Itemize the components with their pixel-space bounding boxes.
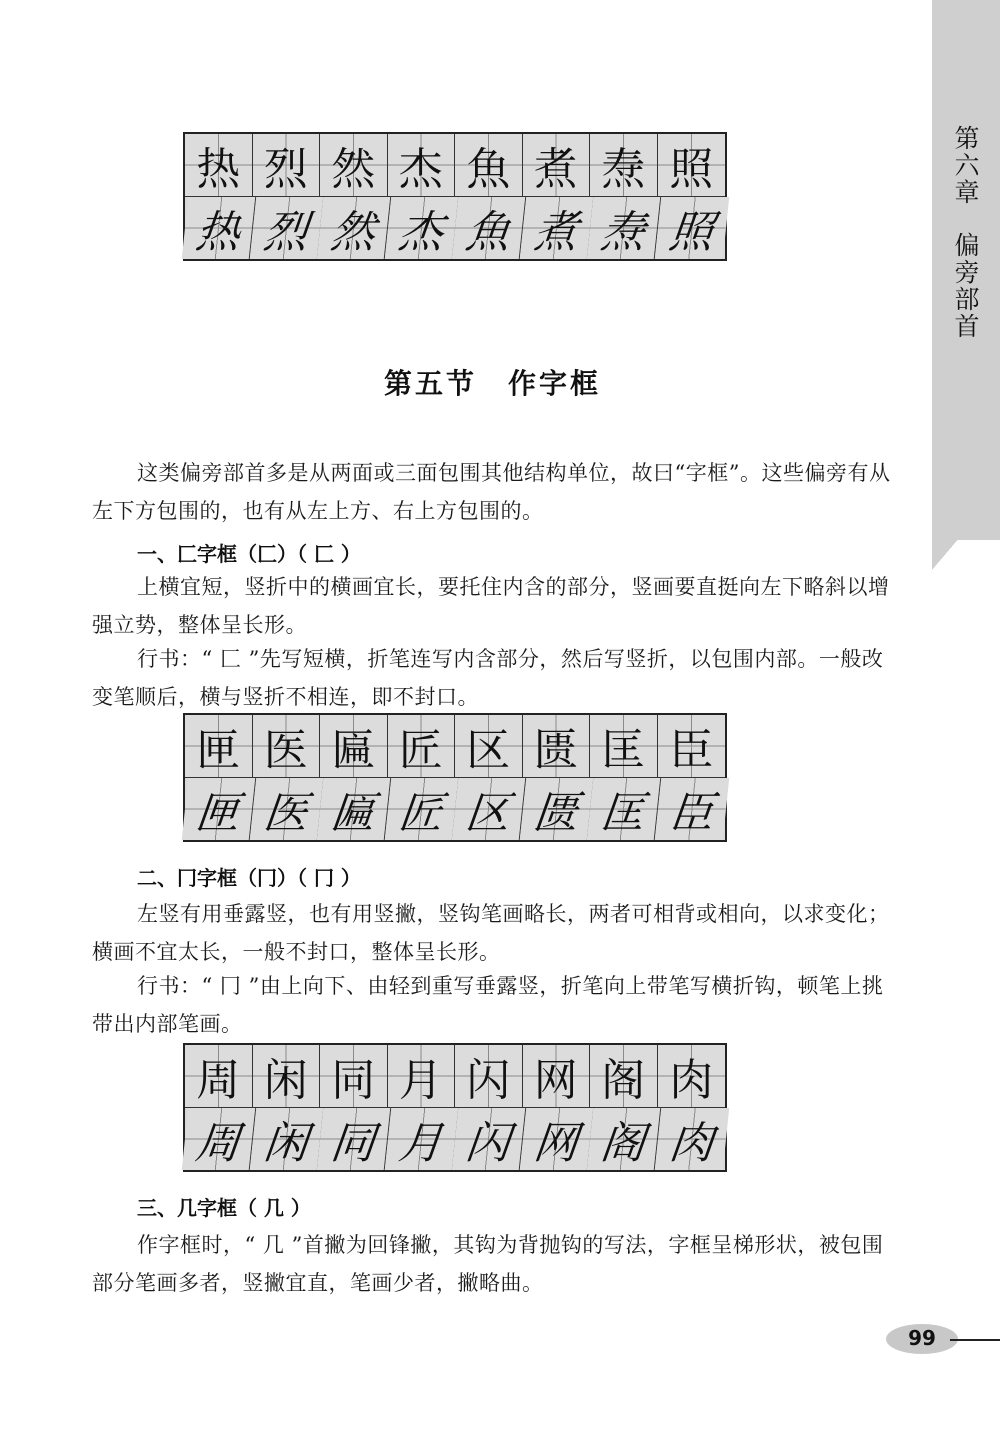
chapter-number: 第六章 xyxy=(951,125,980,206)
grid1-cell: 魚 xyxy=(455,134,523,197)
grid3-cell: 阁 xyxy=(587,1108,661,1170)
page-number-badge xyxy=(880,1320,1000,1364)
intro-paragraph: 这类偏旁部首多是从两面或三面包围其他结构单位，故曰“字框”。这些偏旁有从左下方包围的，也有从左上方、右上方包围的。 xyxy=(92,461,891,523)
grid1-cell: 然 xyxy=(320,134,388,197)
grid3-cell: 周 xyxy=(185,1045,253,1108)
grid3-cell: 月 xyxy=(384,1108,458,1170)
grid3-cell: 同 xyxy=(320,1045,388,1108)
grid2-cell: 匡 xyxy=(587,778,661,840)
section-title: 第五节 作字框 xyxy=(383,367,601,400)
grid2-cell: 匠 xyxy=(384,778,458,840)
grid1-cell: 煮 xyxy=(523,134,591,197)
grid1-cell: 煮 xyxy=(519,197,593,259)
heading-part3: 三、几字框（ 几 ） xyxy=(137,1196,311,1220)
grid2-cell: 匠 xyxy=(388,715,456,778)
grid2-cell: 匮 xyxy=(519,778,593,840)
grid3-cell: 闪 xyxy=(452,1108,526,1170)
grid3-cell: 网 xyxy=(519,1108,593,1170)
grid1-cell: 热 xyxy=(182,197,256,259)
grid2-cell: 医 xyxy=(253,715,321,778)
part3-paragraph-1: 作字框时，“ 几 ”首撇为回锋撇，其钩为背抛钩的写法，字框呈梯形状，被包围部分笔画多者，竖撇宜直，笔画少者，撇略曲。 xyxy=(92,1233,884,1295)
page-number-rule xyxy=(950,1339,1000,1341)
page-number: 99 xyxy=(908,1326,936,1350)
grid2-cell: 区 xyxy=(455,715,523,778)
grid1-cell: 烈 xyxy=(249,197,323,259)
grid2-cell: 匣 xyxy=(182,778,256,840)
grid2-cell: 匾 xyxy=(320,715,388,778)
grid3-cell: 周 xyxy=(182,1108,256,1170)
calligraphy-grid-2 xyxy=(183,713,727,842)
grid2-cell: 区 xyxy=(452,778,526,840)
grid1-cell: 照 xyxy=(654,197,728,259)
grid3-cell: 闲 xyxy=(253,1045,321,1108)
grid1-cell: 杰 xyxy=(388,134,456,197)
part1-paragraph-1: 上横宜短，竖折中的横画宜长，要托住内含的部分，竖画要直挺向左下略斜以增强立势，整体呈长形。 xyxy=(92,575,890,637)
grid2-cell: 匾 xyxy=(317,778,391,840)
grid1-cell: 照 xyxy=(658,134,726,197)
grid3-cell: 同 xyxy=(317,1108,391,1170)
grid1-cell: 烈 xyxy=(253,134,321,197)
part2-paragraph-1: 左竖有用垂露竖，也有用竖撇，竖钩笔画略长，两者可相背或相向，以求变化；横画不宜太长，一般不封口，整体呈长形。 xyxy=(92,902,890,964)
chapter-topic: 偏旁部首 xyxy=(951,232,980,340)
calligraphy-grid-1 xyxy=(183,132,727,261)
grid2-cell: 臣 xyxy=(658,715,726,778)
heading-part2: 二、冂字框（冂）（ 冂 ） xyxy=(137,866,361,890)
grid3-cell: 肉 xyxy=(658,1045,726,1108)
part1-paragraph-2: 行书：“ 匚 ”先写短横，折笔连写内含部分，然后写竖折，以包围内部。一般改变笔顺后，横与竖折不相连，即不封口。 xyxy=(92,647,884,709)
part2-paragraph-2: 行书：“ 冂 ”由上向下、由轻到重写垂露竖，折笔向上带笔写横折钩，顿笔上挑带出内部笔画。 xyxy=(92,974,884,1036)
grid1-cell: 焘 xyxy=(590,134,658,197)
grid2-cell: 匡 xyxy=(590,715,658,778)
grid3-cell: 闪 xyxy=(455,1045,523,1108)
grid2-cell: 臣 xyxy=(654,778,728,840)
grid3-cell: 网 xyxy=(523,1045,591,1108)
grid3-cell: 闲 xyxy=(249,1108,323,1170)
grid1-cell: 热 xyxy=(185,134,253,197)
grid3-cell: 月 xyxy=(388,1045,456,1108)
chapter-label xyxy=(944,125,986,340)
grid2-cell: 匮 xyxy=(523,715,591,778)
heading-part1: 一、匚字框（匚）（ 匚 ） xyxy=(137,542,361,566)
grid2-cell: 匣 xyxy=(185,715,253,778)
chapter-tab-bevel xyxy=(932,490,1000,570)
grid1-cell: 魚 xyxy=(452,197,526,259)
grid3-cell: 肉 xyxy=(654,1108,728,1170)
grid1-cell: 然 xyxy=(317,197,391,259)
calligraphy-grid-3 xyxy=(183,1043,727,1172)
grid1-cell: 焘 xyxy=(587,197,661,259)
grid3-cell: 阁 xyxy=(590,1045,658,1108)
grid1-cell: 杰 xyxy=(384,197,458,259)
grid2-cell: 医 xyxy=(249,778,323,840)
